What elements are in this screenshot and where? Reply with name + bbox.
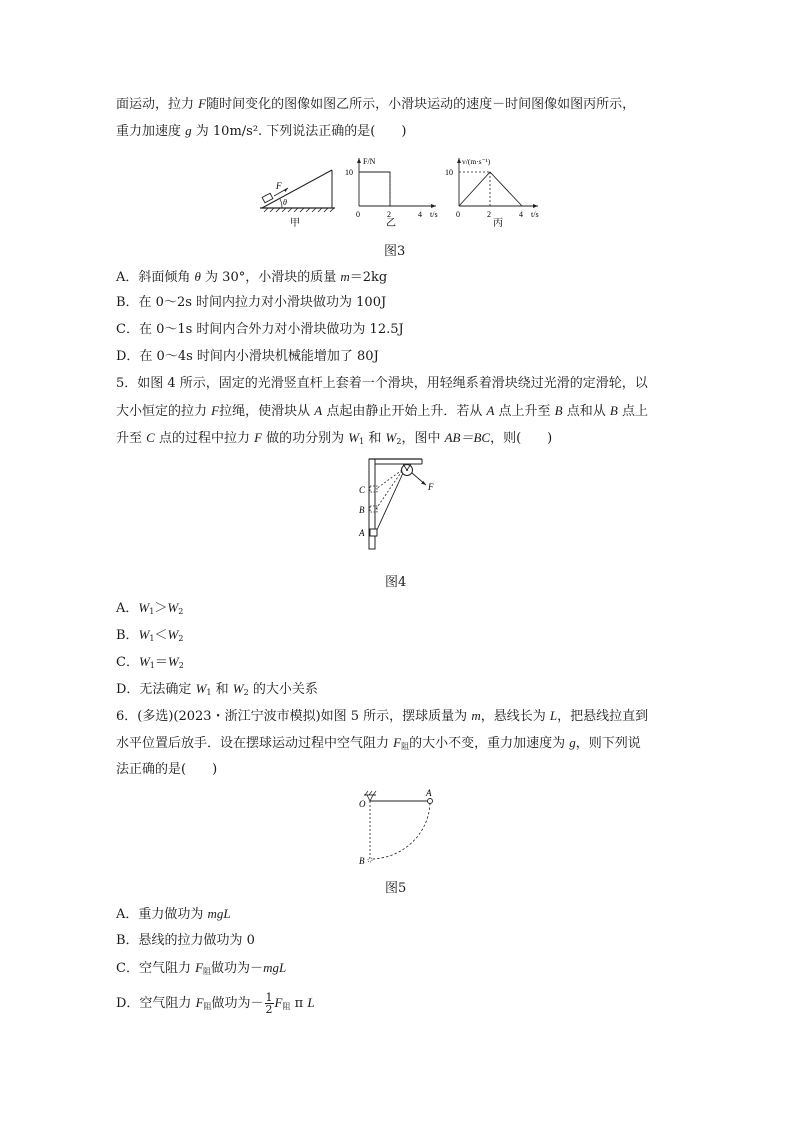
- fig5-caption: 图5: [385, 881, 407, 896]
- fig3-yi-x0: 0: [356, 210, 360, 219]
- fig3-bing-yaxis: v/(m·s⁻¹): [462, 157, 491, 166]
- q6-option-c: C．空气阻力 $F_阻$做功为－mgL: [116, 960, 287, 976]
- q5-option-d: D．无法确定 $W_1$ 和 $W_2$ 的大小关系: [116, 681, 318, 697]
- q6-stem-line2: 水平位置后放手．设在摆球运动过程中空气阻力 $F_阻$的大小不变，重力加速度为 g，则下列说: [116, 735, 641, 751]
- fig3-velocity-graph: [445, 157, 539, 229]
- q5-stem-line3: 升至 C 点的过程中拉力 F 做的功分别为 $W_1$ 和 $W_2$，图中 AB＝BC，则( ): [116, 430, 553, 446]
- fig3-yi-yaxis: F/N: [363, 157, 376, 166]
- fig3-force-graph: [345, 157, 438, 229]
- fig3-bing-xaxis: t/s: [531, 210, 539, 219]
- q6-stem-line1: 6．(多选)(2023・浙江宁波市模拟)如图 5 所示，摆球质量为 m，悬线长为 L，把悬线拉直到: [116, 708, 649, 724]
- q4-stem-line2: 重力加速度 g 为 10m/s². 下列说法正确的是( ): [116, 123, 407, 139]
- q4-option-b: B．在 0～2s 时间内拉力对小滑块做功为 100J: [116, 295, 387, 310]
- fig3-jia-label: 甲: [290, 218, 300, 229]
- fig3-bing-x0: 0: [456, 210, 460, 219]
- fig3-caption: 图3: [384, 244, 406, 259]
- fig4-B-label: B: [359, 505, 365, 515]
- fig4-A-label: A: [359, 528, 365, 538]
- fig3-yi-y10: 10: [345, 168, 353, 177]
- q5-option-c: C．$W_1=W_2$: [116, 654, 184, 670]
- q5-stem-line2: 大小恒定的拉力 F拉绳，使滑块从 A 点起由静止开始上升．若从 A 点上升至 B 点和从 B 点上: [116, 403, 648, 419]
- q6-option-b: B．悬线的拉力做功为 0: [116, 933, 255, 948]
- fig3-bing-y10: 10: [445, 168, 453, 177]
- q6-option-a: A．重力做功为 mgL: [116, 906, 231, 922]
- q5-stem-line1: 5．如图 4 所示，固定的光滑竖直杆上套着一个滑块，用轻绳系着滑块绕过光滑的定滑轮，以: [116, 376, 648, 391]
- q4-option-c: C．在 0～1s 时间内合外力对小滑块做功为 12.5J: [116, 322, 404, 337]
- q4-option-d: D．在 0～4s 时间内小滑块机械能增加了 80J: [116, 349, 379, 364]
- q6-option-d: D．空气阻力 $F_阻$做功为－ $\frac{1}{2}$ $F_阻$ π L: [116, 991, 315, 1016]
- fig5-O-label: O: [359, 799, 366, 809]
- fig3-bing-x2: 2: [487, 210, 491, 219]
- fig3-yi-label: 乙: [386, 218, 396, 229]
- figure-3: [250, 150, 550, 230]
- fig3-yi-x2: 2: [387, 210, 391, 219]
- fig3-bing-label: 丙: [493, 218, 503, 229]
- fig5-A-label: A: [426, 788, 432, 798]
- figure-5: [358, 789, 448, 869]
- fig3-bing-x4: 4: [519, 210, 523, 219]
- q4-stem-line1: 面运动，拉力 F随时间变化的图像如图乙所示，小滑块运动的速度－时间图像如图丙所示，: [116, 96, 636, 112]
- fig3-incline: [260, 170, 335, 229]
- fig5-B-label: B: [359, 856, 365, 866]
- q5-option-b: B．$W_1<W_2$: [116, 627, 184, 643]
- fig4-F-label: F: [428, 482, 434, 492]
- fig4-caption: 图4: [385, 575, 407, 590]
- fig3-F-label: F: [276, 181, 282, 191]
- q5-option-a: A．$W_1>W_2$: [116, 600, 184, 616]
- fig4-C-label: C: [359, 485, 366, 495]
- fig3-yi-xaxis: t/s: [430, 210, 438, 219]
- q4-option-a: A．斜面倾角 θ 为 30°，小滑块的质量 m＝2kg: [116, 269, 388, 285]
- one-half-fraction: $\frac{1}{2}$: [265, 991, 273, 1016]
- fig3-yi-x4: 4: [418, 210, 422, 219]
- q6-stem-line3: 法正确的是( ): [116, 762, 218, 777]
- fig3-theta-label: θ: [283, 198, 287, 207]
- figure-4: [356, 455, 446, 565]
